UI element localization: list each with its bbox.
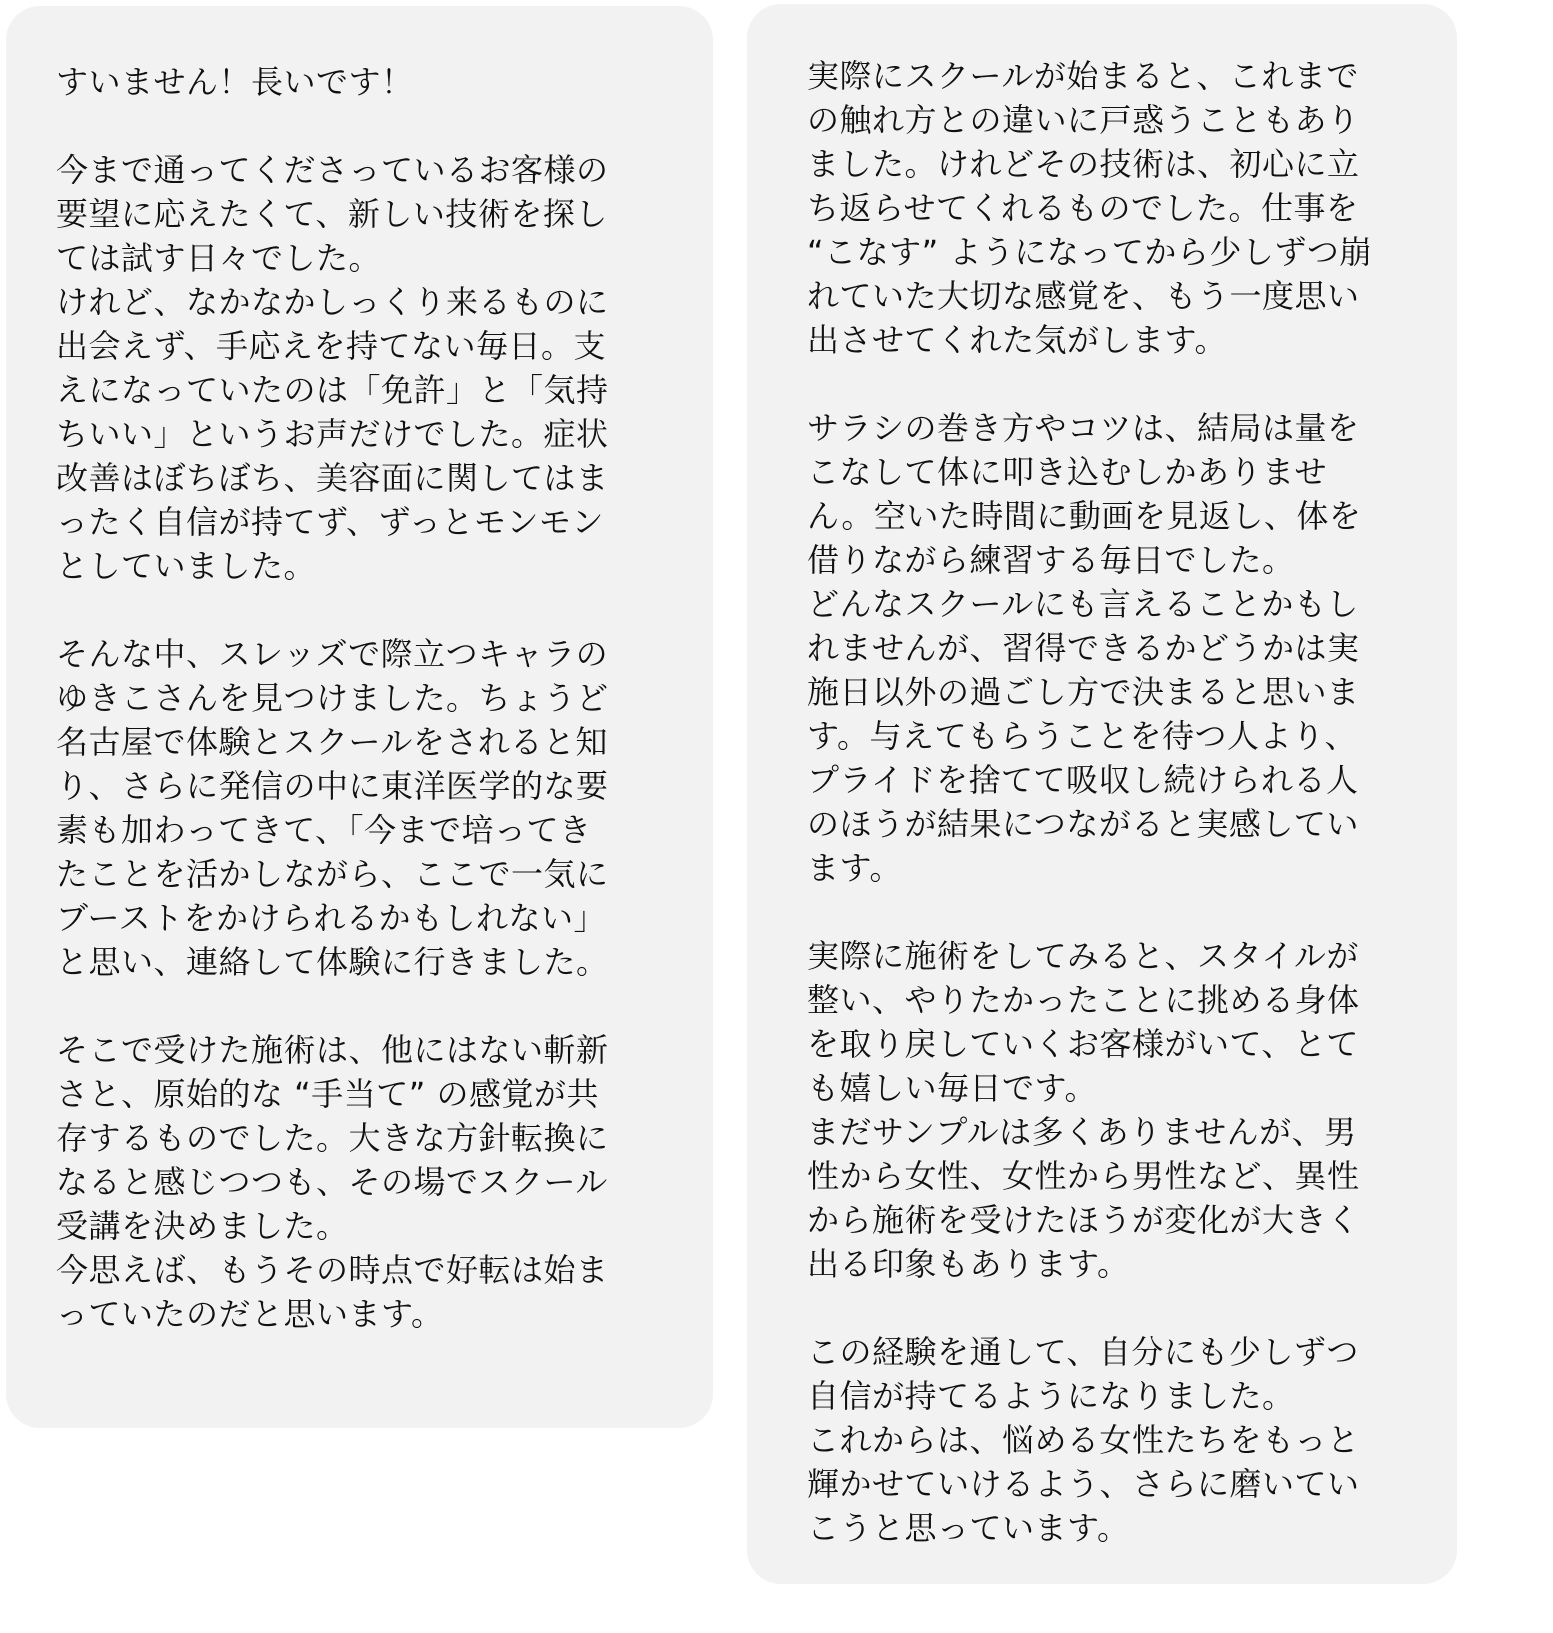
- message-text-line: すいません！長いです！: [56, 63, 414, 101]
- message-text-line: 自信が持てるようになりました。: [807, 1377, 1295, 1415]
- message-text-line: 実際に施術をしてみると、スタイルが: [807, 937, 1359, 975]
- message-text-line: ち返らせてくれるものでした。仕事を: [807, 189, 1359, 227]
- message-paragraph: [56, 148, 693, 588]
- message-text-line: のほうが結果につながると実感してい: [807, 805, 1359, 843]
- message-text-line: を取り戻していくお客様がいて、とて: [807, 1025, 1359, 1063]
- message-text-line: から施術を受けたほうが変化が大きく: [807, 1201, 1360, 1239]
- message-text-line: けれど、なかなかしっくり来るものに: [56, 283, 609, 321]
- message-text-line: ブーストをかけられるかもしれない」: [56, 899, 606, 937]
- message-bubble-left: [6, 6, 713, 1428]
- message-text-line: ては試す日々でした。: [56, 239, 382, 277]
- message-text-line: 輝かせていけるよう、さらに磨いてい: [807, 1465, 1360, 1503]
- message-text-line: 要望に応えたくて、新しい技術を探し: [56, 195, 608, 233]
- message-text-line: 改善はぼちぼち、美容面に関してはま: [56, 459, 609, 497]
- message-paragraph: [807, 54, 1437, 362]
- message-text-line: 実際にスクールが始まると、これまで: [807, 57, 1359, 95]
- message-text-line: 施日以外の過ごし方で決まると思いま: [807, 673, 1360, 711]
- message-text-line: 借りながら練習する毎日でした。: [807, 541, 1295, 579]
- message-text-line: この経験を通して、自分にも少しずつ: [807, 1333, 1359, 1371]
- message-text-line: ったく自信が持てず、ずっとモンモン: [56, 503, 605, 541]
- message-paragraph: [807, 934, 1437, 1286]
- message-text-line: なると感じつつも、その場でスクール: [56, 1163, 608, 1201]
- message-text-line: 存するものでした。大きな方針転換に: [56, 1119, 609, 1157]
- message-text-line: 今思えば、もうその時点で好転は始ま: [56, 1251, 609, 1289]
- message-paragraph: [56, 60, 693, 104]
- message-paragraph: [807, 406, 1437, 890]
- message-text-line: 素も加わってきて、「今まで培ってき: [56, 811, 592, 849]
- message-text-line: 今まで通ってくださっているお客様の: [56, 151, 609, 189]
- message-text-line: ました。けれどその技術は、初心に立: [807, 145, 1360, 183]
- message-text-line: “こなす” ようになってから少しずつ崩: [807, 233, 1372, 271]
- message-text-line: 整い、やりたかったことに挑める身体: [807, 981, 1360, 1019]
- message-text-line: 出会えず、手応えを持てない毎日。支: [56, 327, 606, 365]
- message-text-line: と思い、連絡して体験に行きました。: [56, 943, 609, 981]
- message-bubble-right: [747, 4, 1457, 1584]
- message-text-line: 性から女性、女性から男性など、異性: [807, 1157, 1360, 1195]
- message-text-line: 出る印象もあります。: [807, 1245, 1130, 1283]
- message-text-line: そんな中、スレッズで際立つキャラの: [56, 635, 609, 673]
- message-text-line: プライドを捨てて吸収し続けられる人: [807, 761, 1359, 799]
- message-text-line: サラシの巻き方やコツは、結局は量を: [807, 409, 1360, 447]
- message-text-line: の触れ方との違いに戸惑うこともあり: [807, 101, 1360, 139]
- message-text-line: まだサンプルは多くありませんが、男: [807, 1113, 1357, 1151]
- message-paragraph: [56, 1028, 693, 1336]
- message-text-line: えになっていたのは「免許」と「気持: [56, 371, 609, 409]
- message-text-line: ます。: [807, 849, 902, 887]
- message-text-line: 出させてくれた気がします。: [807, 321, 1227, 359]
- message-text-line: そこで受けた施術は、他にはない斬新: [56, 1031, 609, 1069]
- message-text-line: す。与えてもらうことを待つ人より、: [807, 717, 1357, 755]
- message-text-line: としていました。: [56, 547, 317, 585]
- message-paragraph: [56, 632, 693, 984]
- message-text-line: れていた大切な感覚を、もう一度思い: [807, 277, 1360, 315]
- message-text-line: こうと思っています。: [807, 1509, 1130, 1547]
- message-text-line: ちいい」というお声だけでした。症状: [56, 415, 609, 453]
- message-text-line: ゆきこさんを見つけました。ちょうど: [56, 679, 609, 717]
- message-text-line: さと、原始的な “手当て” の感覚が共: [56, 1075, 600, 1113]
- message-text-line: っていたのだと思います。: [56, 1295, 444, 1333]
- message-text-line: り、さらに発信の中に東洋医学的な要: [56, 767, 609, 805]
- message-text-line: 受講を決めました。: [56, 1207, 349, 1245]
- message-text-line: こなして体に叩き込むしかありませ: [807, 453, 1328, 491]
- message-text-line: 名古屋で体験とスクールをされると知: [56, 723, 608, 761]
- message-text-line: たことを活かしながら、ここで一気に: [56, 855, 609, 893]
- message-text-line: ん。空いた時間に動画を見返し、体を: [807, 497, 1362, 535]
- message-paragraph: [807, 1330, 1437, 1550]
- message-text-line: も嬉しい毎日です。: [807, 1069, 1097, 1107]
- message-text-line: れませんが、習得できるかどうかは実: [807, 629, 1360, 667]
- message-text-line: これからは、悩める女性たちをもっと: [807, 1421, 1360, 1459]
- message-text-line: どんなスクールにも言えることかもし: [807, 585, 1359, 623]
